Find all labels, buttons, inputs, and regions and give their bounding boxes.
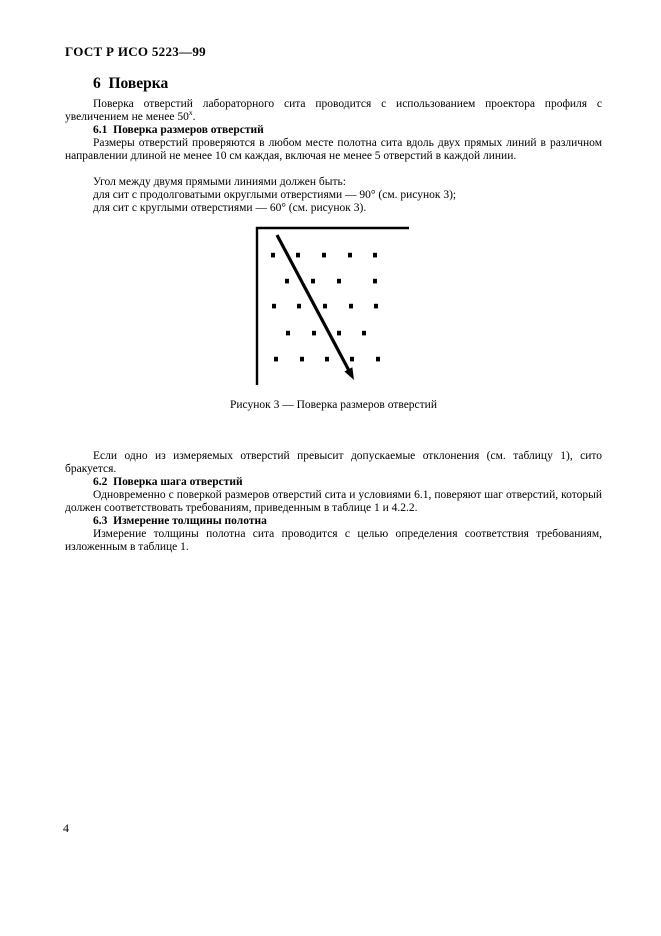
paragraph-intro: [65, 98, 602, 124]
page-number: 4: [63, 821, 69, 835]
hole-mark: [311, 279, 315, 284]
section-6-heading: 6 Поверка: [93, 75, 169, 92]
hole-mark: [349, 304, 353, 309]
measurement-arrow-shaft: [277, 235, 351, 375]
hole-mark: [300, 357, 304, 362]
hole-mark: [297, 304, 301, 309]
paragraph-hole-sizes: Размеры отверстий проверяются в любом месте полотна сита вдоль двух прямых линий в различном направлении длиной не менее 10 см каждая, включая не менее 5 отверстий в каждой линии.: [65, 137, 602, 162]
hole-mark: [312, 331, 316, 336]
paragraph-angle-oblong-90: для сит с продолговатыми округлыми отверстиями — 90° (см. рисунок 3);: [93, 189, 457, 201]
magnification-superscript: х: [188, 108, 193, 118]
paragraph-hole-pitch: Одновременно с поверкой размеров отверстий сита и условиями 6.1, поверяют шаг отверстий, который должен соответствовать требованиям, приведенным в таблице 1 и 4.2.2.: [65, 489, 602, 514]
hole-mark: [271, 253, 275, 258]
measurement-arrow-head: [344, 367, 354, 380]
paragraph-rejection: Если одно из измеряемых отверстий превысит допускаемые отклонения (см. таблицу 1), сито бракуется.: [65, 450, 602, 475]
hole-mark: [337, 331, 341, 336]
sieve-corner-frame: [257, 228, 409, 385]
figure-3-canvas: [250, 222, 418, 392]
hole-mark: [373, 253, 377, 258]
hole-mark: [350, 357, 354, 362]
figure-3-caption: Рисунок 3 — Поверка размеров отверстий: [230, 399, 437, 411]
hole-mark: [322, 253, 326, 258]
subsection-6-1-heading: 6.1 Поверка размеров отверстий: [93, 124, 264, 136]
document-header-gost-number: ГОСТ Р ИСО 5223—99: [65, 44, 206, 59]
hole-mark: [373, 279, 377, 284]
hole-mark: [274, 357, 278, 362]
paragraph-angle-round-60: для сит с круглыми отверстиями — 60° (см. рисунок 3).: [93, 202, 367, 214]
hole-mark: [374, 304, 378, 309]
hole-mark: [376, 357, 380, 362]
hole-mark: [285, 279, 289, 284]
hole-mark: [362, 331, 366, 336]
hole-mark: [337, 279, 341, 284]
subsection-6-3-heading: 6.3 Измерение толщины полотна: [93, 515, 267, 527]
hole-mark: [286, 331, 290, 336]
hole-mark: [296, 253, 300, 258]
subsection-6-2-heading: 6.2 Поверка шага отверстий: [93, 476, 243, 488]
hole-mark: [325, 357, 329, 362]
hole-mark: [348, 253, 352, 258]
paragraph-intro-text: Поверка отверстий лабораторного сита проводится с использованием проектора профиля с увеличением не менее 50: [65, 98, 602, 123]
hole-mark: [272, 304, 276, 309]
paragraph-angle-intro: Угол между двумя прямыми линиями должен быть:: [93, 176, 346, 188]
paragraph-intro-period: .: [192, 111, 196, 123]
paragraph-thickness: Измерение толщины полотна сита проводится с целью определения соответствия требованиям, изложенным в таблице 1.: [65, 528, 602, 553]
hole-mark: [323, 304, 327, 309]
